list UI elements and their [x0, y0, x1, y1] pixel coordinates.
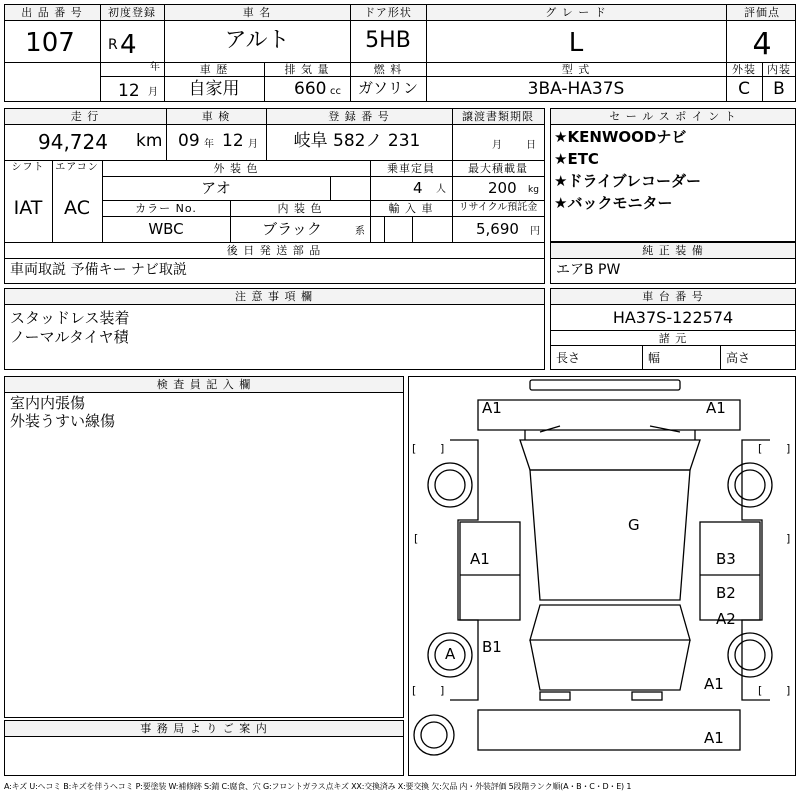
inspector-line-1: 室内内張傷 — [10, 394, 86, 412]
width-label: 幅 — [648, 351, 661, 365]
transfer-day-unit: 日 — [526, 140, 536, 151]
model-code: 3BA-HA37S — [527, 79, 625, 99]
interior-color-label: 内 装 色 — [277, 202, 323, 215]
interior-color: ブラック — [262, 220, 322, 238]
fuel-label: 燃 料 — [373, 63, 403, 76]
svg-text:[: [ — [758, 442, 763, 455]
score: 4 — [752, 27, 772, 62]
shift-label: シフト — [11, 162, 45, 173]
car-name-label: 車 名 — [242, 6, 272, 19]
svg-text:[: [ — [412, 442, 417, 455]
interior-grade: B — [773, 79, 785, 99]
svg-text:]: ] — [786, 442, 791, 455]
transfer-month-unit: 月 — [492, 140, 502, 151]
year-suffix: 年 — [150, 62, 160, 73]
sales-point-3: ★ドライブレコーダー — [554, 172, 701, 190]
dims-label: 諸 元 — [658, 332, 688, 345]
sales-points-label: セ ー ル ス ポ イ ン ト — [609, 110, 737, 123]
svg-text:]: ] — [786, 532, 791, 545]
height-label: 高さ — [726, 351, 751, 365]
lot-no: 107 — [25, 28, 75, 58]
notes-line-1: スタッドレス装着 — [10, 309, 130, 327]
inspection-year: 09 — [178, 131, 200, 151]
front-left-bumper-mark: A1 — [482, 399, 502, 417]
car-diagram-box — [408, 376, 796, 776]
inspection-year-unit: 年 — [204, 139, 214, 150]
era-prefix: R — [108, 37, 118, 53]
left-rear-quarter-mark: B1 — [482, 638, 502, 656]
load-label: 最大積載量 — [468, 162, 528, 175]
door-type: 5HB — [365, 28, 411, 53]
recycle: 5,690 — [476, 220, 519, 238]
rear-right-mark: A1 — [704, 675, 724, 693]
displacement-unit: cc — [330, 86, 341, 97]
model-label: 型 式 — [561, 63, 591, 76]
right-front-door-mark: B3 — [716, 550, 736, 568]
ac-label: エアコン — [55, 162, 99, 173]
history: 自家用 — [188, 79, 240, 99]
inspection-month-unit: 月 — [248, 139, 258, 150]
chassis-label: 車 台 番 号 — [642, 290, 704, 303]
sales-point-4: ★バックモニター — [554, 194, 673, 212]
inspector-line-2: 外装うすい線傷 — [10, 412, 116, 430]
displacement: 660 — [294, 79, 327, 99]
grade-label: グ レ ー ド — [545, 6, 607, 19]
factory-equipment-label: 純 正 装 備 — [642, 244, 704, 257]
footer-legend: A:キズ U:ヘコミ B:キズを伴うヘコミ P:要塗装 W:補修跡 S:錆 C:腐食、穴 G:フロントガラス点キズ XX:交換済み X:要交換 欠:欠品 内・外装評価 5段階ランク順(A・B・C・D・E) 1 — [4, 782, 632, 791]
era-year: 4 — [120, 30, 137, 60]
mileage-unit: km — [136, 131, 163, 151]
factory-equipment-text: エアB PW — [556, 262, 621, 278]
exterior-label: 外装 — [732, 63, 756, 76]
capacity-unit: 人 — [436, 184, 446, 195]
front-right-bumper-mark: A1 — [706, 399, 726, 417]
import-label: 輸 入 車 — [388, 202, 434, 215]
notes-label: 注 意 事 項 欄 — [235, 290, 313, 303]
sales-point-1: ★KENWOODナビ — [554, 128, 687, 146]
load: 200 — [488, 179, 517, 197]
load-unit: kg — [528, 185, 539, 195]
score-label: 評価点 — [744, 6, 780, 19]
shift: IAT — [13, 197, 43, 219]
recycle-label: リサイクル預託金 — [458, 202, 538, 213]
right-rear-door-mark: B2 — [716, 584, 736, 602]
office-label: 事 務 局 よ り ご 案 内 — [140, 722, 268, 735]
ac: AC — [64, 197, 90, 219]
mileage-label: 走 行 — [70, 110, 100, 123]
fuel: ガソリン — [357, 79, 419, 97]
inspection-label: 車 検 — [201, 110, 231, 123]
inspector-label: 検 査 員 記 入 欄 — [156, 378, 252, 391]
plate-label: 登 録 番 号 — [328, 110, 390, 123]
recycle-unit: 円 — [530, 226, 540, 237]
svg-text:]: ] — [440, 442, 445, 455]
svg-text:]: ] — [440, 684, 445, 697]
svg-text:[: [ — [758, 684, 763, 697]
roof-mark: G — [628, 516, 640, 534]
sales-point-2: ★ETC — [554, 150, 599, 168]
length-label: 長さ — [556, 351, 581, 365]
left-front-door-mark: A1 — [470, 550, 490, 568]
later-parts-label: 後 日 発 送 部 品 — [226, 244, 322, 257]
interior-label: 内装 — [767, 63, 791, 76]
svg-text:[: [ — [412, 684, 417, 697]
history-label: 車 歴 — [199, 63, 229, 76]
exterior-grade: C — [738, 79, 750, 99]
chassis-number: HA37S-122574 — [612, 308, 734, 327]
month-suffix: 月 — [148, 87, 158, 98]
left-rear-wheel-mark: A — [445, 645, 456, 663]
capacity: 4 — [413, 179, 423, 197]
grade: L — [568, 28, 584, 58]
color-label: 外 装 色 — [213, 162, 259, 175]
inspection-month: 12 — [222, 131, 244, 151]
reg-month: 12 — [118, 81, 140, 101]
later-parts-text: 車両取説 予備キー ナビ取説 — [10, 262, 187, 278]
first-reg-label: 初度登録 — [108, 6, 156, 19]
notes-line-2: ノーマルタイヤ積 — [10, 328, 129, 346]
svg-text:]: ] — [786, 684, 791, 697]
color-no: WBC — [148, 220, 184, 238]
svg-text:[: [ — [414, 532, 419, 545]
transfer-label: 譲渡書類期限 — [462, 110, 534, 123]
displacement-label: 排 気 量 — [284, 63, 330, 76]
rear-bumper-mark: A1 — [704, 729, 724, 747]
interior-color-unit: 系 — [355, 226, 365, 237]
plate: 岐阜 582ノ 231 — [293, 131, 421, 151]
lot-no-label: 出 品 番 号 — [21, 6, 83, 19]
right-rear-quarter-mark: A2 — [716, 610, 736, 628]
mileage: 94,724 — [38, 130, 108, 154]
capacity-label: 乗車定員 — [387, 162, 435, 175]
car-name: アルト — [224, 28, 290, 53]
door-label: ドア形状 — [364, 6, 412, 19]
color-no-label: カラー No. — [135, 202, 197, 215]
color: アオ — [201, 179, 231, 197]
